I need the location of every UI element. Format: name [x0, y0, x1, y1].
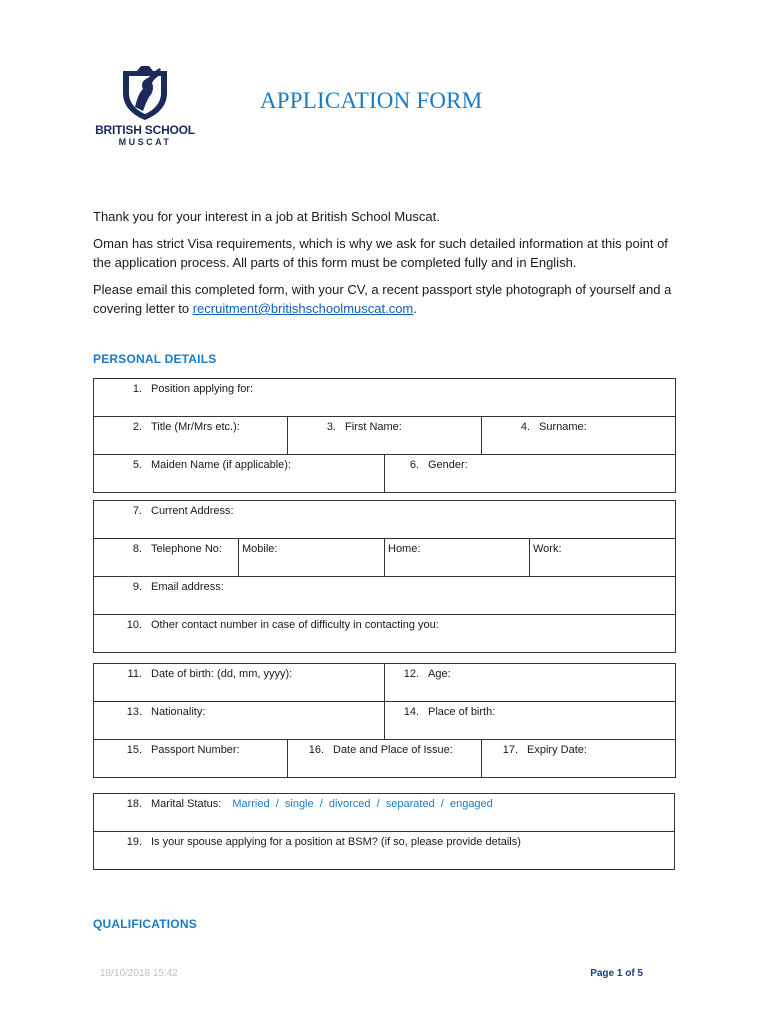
field-label: Is your spouse applying for a position at BSM? (if so, please provide details): [151, 836, 521, 848]
field-number: 10.: [126, 619, 142, 631]
personal-details-table-3: [93, 663, 676, 778]
section-heading-personal-details: PERSONAL DETAILS: [93, 352, 217, 366]
field-label: Maiden Name (if applicable):: [151, 459, 292, 471]
field-maiden-name[interactable]: [94, 455, 385, 493]
intro-paragraph-1: Thank you for your interest in a job at British School Muscat.: [93, 209, 440, 224]
field-label: Marital Status:: [151, 798, 222, 810]
field-marital-status[interactable]: [94, 794, 675, 832]
field-gender[interactable]: [385, 455, 676, 493]
field-age[interactable]: [385, 664, 676, 702]
field-number: 14.: [403, 706, 420, 718]
field-number: 18.: [126, 798, 142, 810]
recruitment-email-link[interactable]: recruitment@britishschoolmuscat.com: [192, 301, 414, 316]
marital-status-options[interactable]: Married / single / divorced / separated / engaged: [232, 798, 493, 810]
field-number: 19.: [126, 836, 142, 848]
field-number: 8.: [132, 543, 142, 555]
field-number: 12.: [403, 668, 420, 680]
field-number: 3.: [326, 421, 336, 433]
field-place-of-birth[interactable]: [385, 702, 676, 740]
field-number: 16.: [308, 744, 324, 756]
field-email-address[interactable]: [94, 577, 676, 615]
field-label: First Name:: [345, 421, 402, 433]
field-label: Work:: [533, 543, 562, 555]
field-number: 6.: [409, 459, 419, 471]
field-current-address[interactable]: [94, 501, 676, 539]
field-label: Gender:: [428, 459, 468, 471]
shield-crest-icon: [119, 63, 171, 121]
field-expiry-date[interactable]: [482, 740, 676, 778]
field-number: 7.: [132, 505, 142, 517]
intro-paragraph-3: [93, 280, 683, 318]
field-label: Mobile:: [242, 543, 278, 555]
field-other-contact-number[interactable]: [94, 615, 676, 653]
footer-timestamp: 18/10/2018 15:42: [100, 968, 178, 979]
page-title: APPLICATION FORM: [260, 88, 483, 113]
field-date-place-of-issue[interactable]: [288, 740, 482, 778]
field-number: 1.: [132, 383, 142, 395]
field-number: 13.: [126, 706, 142, 718]
field-passport-number[interactable]: [94, 740, 288, 778]
field-number: 2.: [132, 421, 142, 433]
field-label: Email address:: [151, 581, 224, 593]
field-telephone: [94, 539, 239, 577]
field-label: Passport Number:: [151, 744, 240, 756]
field-label: Position applying for:: [151, 383, 254, 395]
logo-subtitle: MUSCAT: [118, 137, 172, 147]
field-telephone-home[interactable]: [385, 539, 530, 577]
field-telephone-mobile[interactable]: [239, 539, 385, 577]
field-number: 9.: [132, 581, 142, 593]
field-number: 4.: [520, 421, 530, 433]
field-label: Surname:: [539, 421, 587, 433]
field-nationality[interactable]: [94, 702, 385, 740]
field-first-name[interactable]: [288, 417, 482, 455]
school-logo: [95, 63, 195, 149]
section-heading-qualifications: QUALIFICATIONS: [93, 917, 197, 931]
page-number: Page 1 of 5: [590, 968, 643, 979]
field-label: Other contact number in case of difficulty in contacting you:: [151, 619, 439, 631]
logo-wordmark: BRITISH SCHOOL: [95, 123, 195, 137]
personal-details-table-4: [93, 793, 675, 870]
field-number: 5.: [132, 459, 142, 471]
field-label: Expiry Date:: [527, 744, 587, 756]
field-label: Date of birth: (dd, mm, yyyy):: [151, 668, 293, 680]
field-label: Home:: [388, 543, 421, 555]
field-label: Nationality:: [151, 706, 206, 718]
field-number: 15.: [126, 744, 142, 756]
intro-paragraph-3-end: .: [413, 301, 417, 316]
personal-details-table-1: [93, 378, 676, 493]
field-date-of-birth[interactable]: [94, 664, 385, 702]
field-label: Place of birth:: [428, 706, 496, 718]
intro-paragraph-3-text: Please email this completed form, with your CV, a recent passport style photograph of yourself and a covering letter to: [93, 282, 672, 316]
field-surname[interactable]: [482, 417, 676, 455]
field-label: Current Address:: [151, 505, 234, 517]
field-number: 11.: [127, 668, 142, 680]
field-label: Title (Mr/Mrs etc.):: [151, 421, 240, 433]
field-title[interactable]: [94, 417, 288, 455]
field-position-applying-for[interactable]: [94, 379, 676, 417]
field-telephone-work[interactable]: [530, 539, 676, 577]
field-spouse-applying[interactable]: [94, 832, 675, 870]
field-number: 17.: [502, 744, 519, 756]
intro-paragraph-2: Oman has strict Visa requirements, which is why we ask for such detailed information at this point of the application process. All parts of this form must be completed fully and in English.: [93, 236, 668, 270]
field-label: Age:: [428, 668, 451, 680]
personal-details-table-2: [93, 500, 676, 653]
field-label: Date and Place of Issue:: [333, 744, 453, 756]
field-label: Telephone No:: [151, 543, 222, 555]
